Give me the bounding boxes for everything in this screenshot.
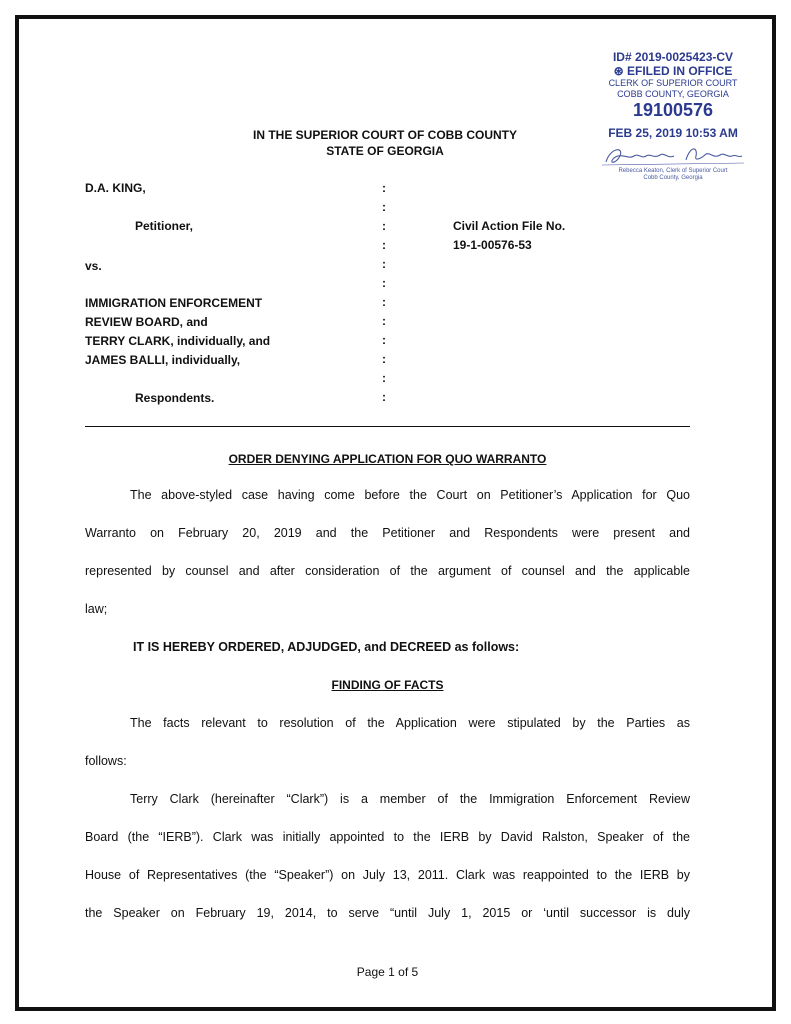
- paragraph-line: law;: [85, 602, 108, 616]
- respondent-line: IMMIGRATION ENFORCEMENT: [85, 296, 263, 310]
- caption-divider: [85, 426, 690, 427]
- stamp-date: FEB 25, 2019 10:53 AM: [608, 126, 738, 140]
- respondent-line: REVIEW BOARD, and: [85, 315, 208, 329]
- caption-colon: :: [382, 200, 386, 214]
- signature-caption-1: Rebecca Keaton, Clerk of Superior Court: [618, 168, 728, 174]
- caption-colon: :: [382, 314, 386, 328]
- clerk-signature: [598, 144, 748, 168]
- caption-colon: :: [382, 238, 386, 252]
- caption-colon: :: [382, 257, 386, 271]
- civil-action-label: Civil Action File No.: [453, 219, 566, 233]
- stamp-id: ID# 2019-0025423-CV: [612, 50, 734, 64]
- paragraph-line: the Speaker on February 19, 2014, to serve “until July 1, 2015 or ‘until successor is duly: [85, 906, 690, 920]
- caption-colon: :: [382, 219, 386, 233]
- respondents-label: Respondents.: [135, 391, 215, 405]
- page-number: Page 1 of 5: [356, 965, 419, 979]
- court-line-1: IN THE SUPERIOR COURT OF COBB COUNTY: [252, 128, 517, 142]
- order-title: ORDER DENYING APPLICATION FOR QUO WARRANTO: [228, 452, 547, 466]
- paragraph-line: Warranto on February 20, 2019 and the Petitioner and Respondents were present and: [85, 526, 690, 540]
- paragraph-line: The facts relevant to resolution of the Application were stipulated by the Parties as: [130, 716, 690, 730]
- paragraph-line: Board (the “IERB”). Clark was initially appointed to the IERB by David Ralston, Speaker of the: [85, 830, 690, 844]
- caption-colon: :: [382, 333, 386, 347]
- versus: vs.: [85, 259, 102, 273]
- caption-colon: :: [382, 371, 386, 385]
- paragraph-line: represented by counsel and after consideration of the argument of counsel and the applicable: [85, 564, 690, 578]
- court-line-2: STATE OF GEORGIA: [326, 144, 444, 158]
- court-heading: [220, 127, 550, 159]
- caption-colon: :: [382, 295, 386, 309]
- respondent-line: JAMES BALLI, individually,: [85, 353, 241, 367]
- signature-caption-2: Cobb County, Georgia: [643, 175, 703, 181]
- caption-colon: :: [382, 390, 386, 404]
- paragraph-line: Terry Clark (hereinafter “Clark”) is a member of the Immigration Enforcement Review: [130, 792, 690, 806]
- paragraph-line: follows:: [85, 754, 127, 768]
- stamp-clerk: CLERK OF SUPERIOR COURT: [608, 78, 738, 88]
- stamp-icon: ⊛: [613, 64, 628, 78]
- caption-colon: :: [382, 352, 386, 366]
- paragraph-line: The above-styled case having come before the Court on Petitioner’s Application for Quo: [130, 488, 690, 502]
- stamp-county: COBB COUNTY, GEORGIA: [617, 89, 729, 99]
- stamp-number: 19100576: [632, 100, 714, 120]
- efiled-stamp: [588, 50, 758, 182]
- petitioner-name: D.A. KING,: [85, 181, 146, 195]
- decree-line: IT IS HEREBY ORDERED, ADJUDGED, and DECREED as follows:: [133, 640, 520, 654]
- petitioner-label: Petitioner,: [135, 219, 194, 233]
- stamp-efiled: ⊛ EFILED IN OFFICE: [613, 64, 733, 78]
- caption-colon: :: [382, 181, 386, 195]
- respondent-line: TERRY CLARK, individually, and: [85, 334, 271, 348]
- civil-action-number: 19-1-00576-53: [453, 238, 532, 252]
- findings-title: FINDING OF FACTS: [331, 678, 444, 692]
- paragraph-line: House of Representatives (the “Speaker”) on July 13, 2011. Clark was reappointed to the IERB by: [85, 868, 690, 882]
- caption-colon: :: [382, 276, 386, 290]
